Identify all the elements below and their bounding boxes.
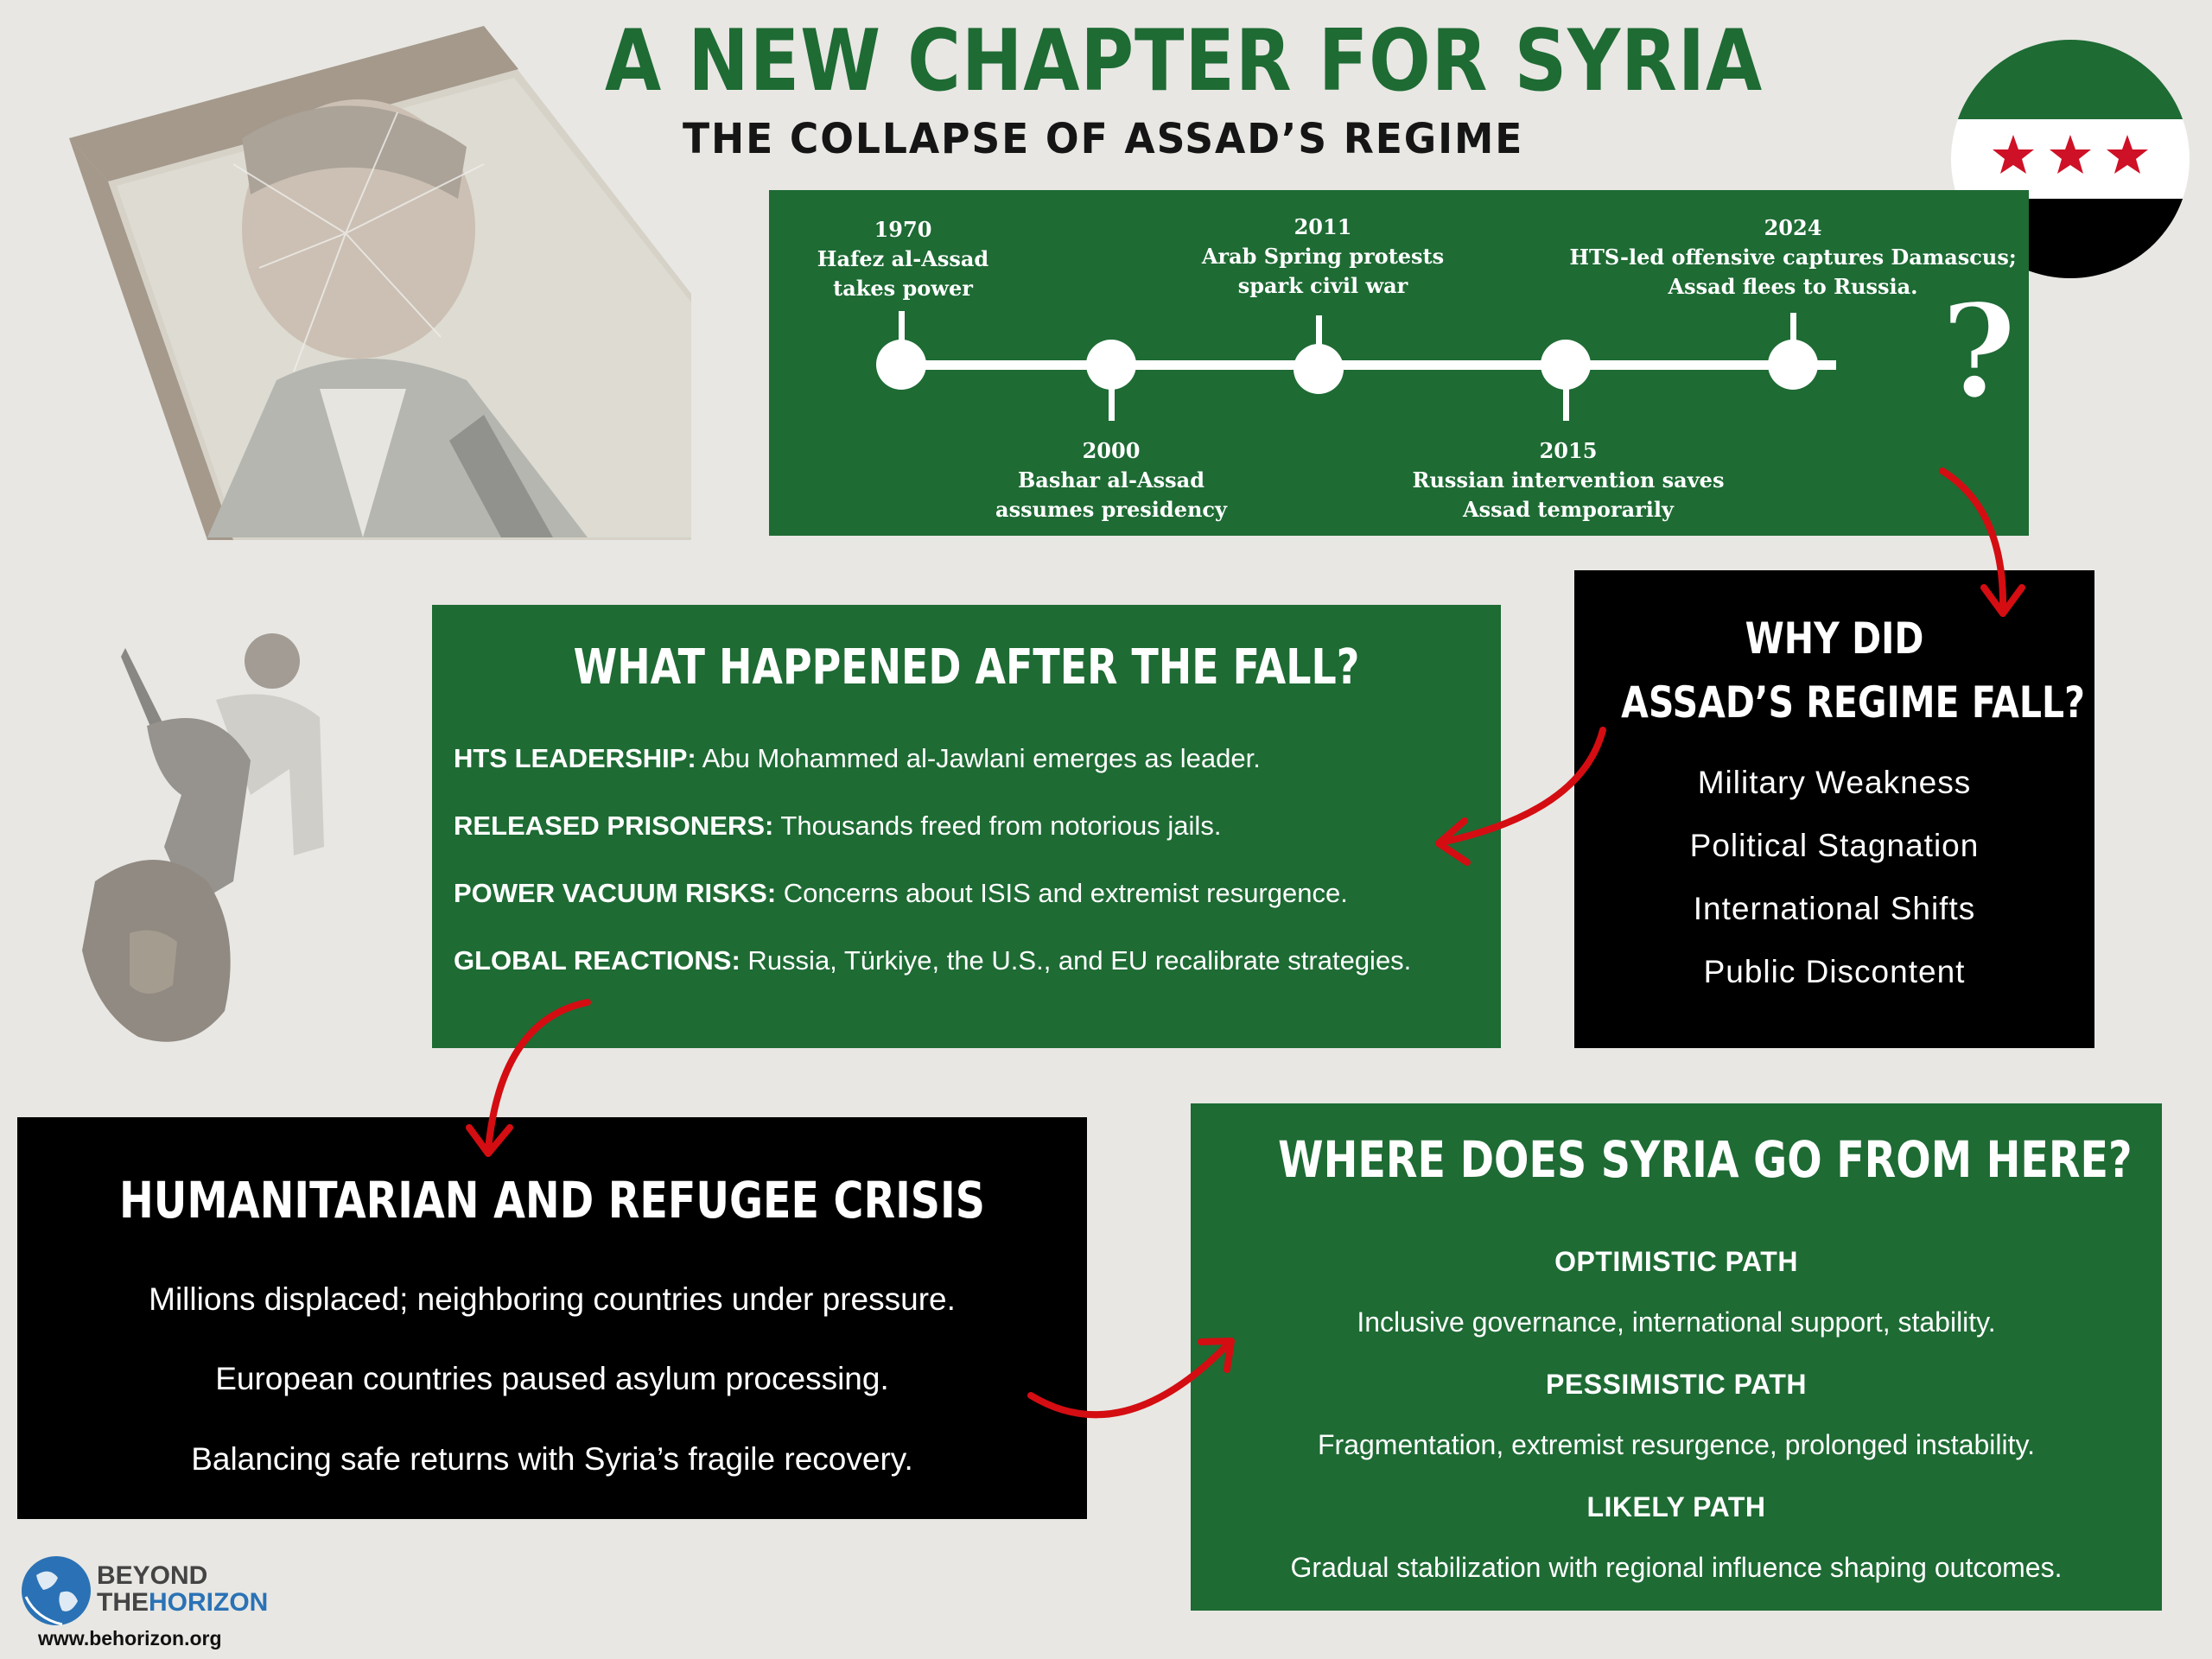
after-fall-item-label: POWER VACUUM RISKS: bbox=[454, 878, 777, 908]
why-fall-heading-line: ASSAD’S REGIME FALL? bbox=[1621, 677, 2085, 728]
logo-url-link[interactable]: www.behorizon.org bbox=[38, 1627, 222, 1649]
timeline-event-line: Bashar al-Assad bbox=[1018, 467, 1205, 493]
timeline-event-line: Russian intervention saves bbox=[1412, 467, 1725, 493]
timeline-panel bbox=[769, 190, 2029, 536]
timeline-year: 1970 bbox=[874, 217, 932, 242]
humanitarian-line: European countries paused asylum processing. bbox=[215, 1361, 889, 1396]
timeline-event-line: HTS-led offensive captures Damascus; bbox=[1569, 245, 2017, 270]
future-panel bbox=[1191, 1103, 2162, 1611]
toppled-statue-photo bbox=[60, 622, 346, 1054]
after-fall-item-text: Russia, Türkiye, the U.S., and EU recalibrate strategies. bbox=[740, 945, 1412, 976]
future-path-text: Inclusive governance, international support, stability. bbox=[1357, 1306, 1996, 1338]
timeline-event-2000 bbox=[973, 436, 1249, 524]
timeline-event-line: Assad temporarily bbox=[1463, 497, 1674, 522]
question-mark-icon: ? bbox=[1941, 276, 2017, 428]
logo-line2-the: THE bbox=[97, 1588, 149, 1617]
future-path-title: LIKELY PATH bbox=[1586, 1491, 1766, 1522]
future-path-title: PESSIMISTIC PATH bbox=[1546, 1369, 1807, 1400]
page-subtitle: THE COLLAPSE OF ASSAD’S REGIME bbox=[683, 115, 1524, 163]
timeline-event-line: Arab Spring protests bbox=[1201, 244, 1445, 269]
globe-icon bbox=[19, 1554, 93, 1628]
logo-line2 bbox=[97, 1590, 268, 1616]
page-title: A NEW CHAPTER FOR SYRIA bbox=[605, 12, 1764, 111]
why-fall-heading-line: WHY DID bbox=[1745, 613, 1924, 664]
humanitarian-panel bbox=[17, 1117, 1087, 1519]
after-fall-item-text: Abu Mohammed al-Jawlani emerges as leader. bbox=[696, 743, 1261, 773]
timeline-tick bbox=[1563, 376, 1569, 421]
after-fall-item-label: HTS LEADERSHIP: bbox=[454, 743, 696, 773]
timeline-event-line: Assad flees to Russia. bbox=[1668, 274, 1918, 299]
why-fall-heading bbox=[1621, 607, 2085, 734]
humanitarian-heading: HUMANITARIAN AND REFUGEE CRISIS bbox=[119, 1171, 985, 1230]
timeline-event-1970 bbox=[782, 215, 1024, 303]
timeline-event-2011 bbox=[1180, 213, 1465, 301]
future-path-text: Gradual stabilization with regional influence shaping outcomes. bbox=[1290, 1552, 2063, 1583]
broken-portrait-photo bbox=[35, 9, 691, 540]
reason-item: Public Discontent bbox=[1703, 954, 1966, 989]
after-fall-item-label: GLOBAL REACTIONS: bbox=[454, 945, 741, 976]
timeline-event-line: takes power bbox=[833, 276, 973, 301]
reason-item: Military Weakness bbox=[1697, 765, 1972, 800]
logo-line1: BEYOND bbox=[97, 1561, 208, 1590]
after-fall-heading: WHAT HAPPENED AFTER THE FALL? bbox=[573, 639, 1360, 696]
after-fall-item bbox=[454, 878, 1348, 909]
after-fall-item bbox=[454, 810, 1221, 842]
timeline-node-2011 bbox=[1294, 344, 1344, 394]
reason-item: International Shifts bbox=[1693, 891, 1976, 926]
after-fall-item-text: Concerns about ISIS and extremist resurgence. bbox=[776, 878, 1348, 908]
future-heading: WHERE DOES SYRIA GO FROM HERE? bbox=[1278, 1130, 2133, 1189]
after-fall-item bbox=[454, 945, 1411, 976]
timeline-node-2024 bbox=[1768, 340, 1818, 390]
timeline-year: 2015 bbox=[1539, 438, 1598, 463]
timeline-event-line: spark civil war bbox=[1237, 273, 1408, 298]
timeline-event-line: Hafez al-Assad bbox=[817, 246, 989, 271]
after-fall-item-text: Thousands freed from notorious jails. bbox=[773, 810, 1222, 841]
after-fall-item-label: RELEASED PRISONERS: bbox=[454, 810, 774, 841]
beyond-the-horizon-logo bbox=[19, 1551, 278, 1655]
humanitarian-line: Balancing safe returns with Syria’s fragile recovery. bbox=[191, 1441, 913, 1477]
why-fall-panel bbox=[1574, 570, 2094, 1048]
logo-line2-horizon: HORIZON bbox=[149, 1588, 269, 1617]
timeline-event-line: assumes presidency bbox=[995, 497, 1227, 522]
humanitarian-line: Millions displaced; neighboring countries under pressure. bbox=[149, 1281, 956, 1317]
timeline-line bbox=[899, 360, 1836, 370]
reason-item: Political Stagnation bbox=[1689, 828, 1980, 863]
timeline-event-2015 bbox=[1374, 436, 1763, 524]
timeline-year: 2024 bbox=[1764, 215, 1822, 240]
timeline-node-1970 bbox=[876, 340, 926, 390]
timeline-year: 2000 bbox=[1082, 438, 1141, 463]
future-path-title: OPTIMISTIC PATH bbox=[1554, 1246, 1798, 1277]
future-path-text: Fragmentation, extremist resurgence, prolonged instability. bbox=[1317, 1429, 2036, 1460]
timeline-year: 2011 bbox=[1294, 214, 1352, 239]
timeline-tick bbox=[1109, 376, 1115, 421]
after-fall-item bbox=[454, 743, 1261, 774]
after-fall-panel bbox=[432, 605, 1501, 1048]
